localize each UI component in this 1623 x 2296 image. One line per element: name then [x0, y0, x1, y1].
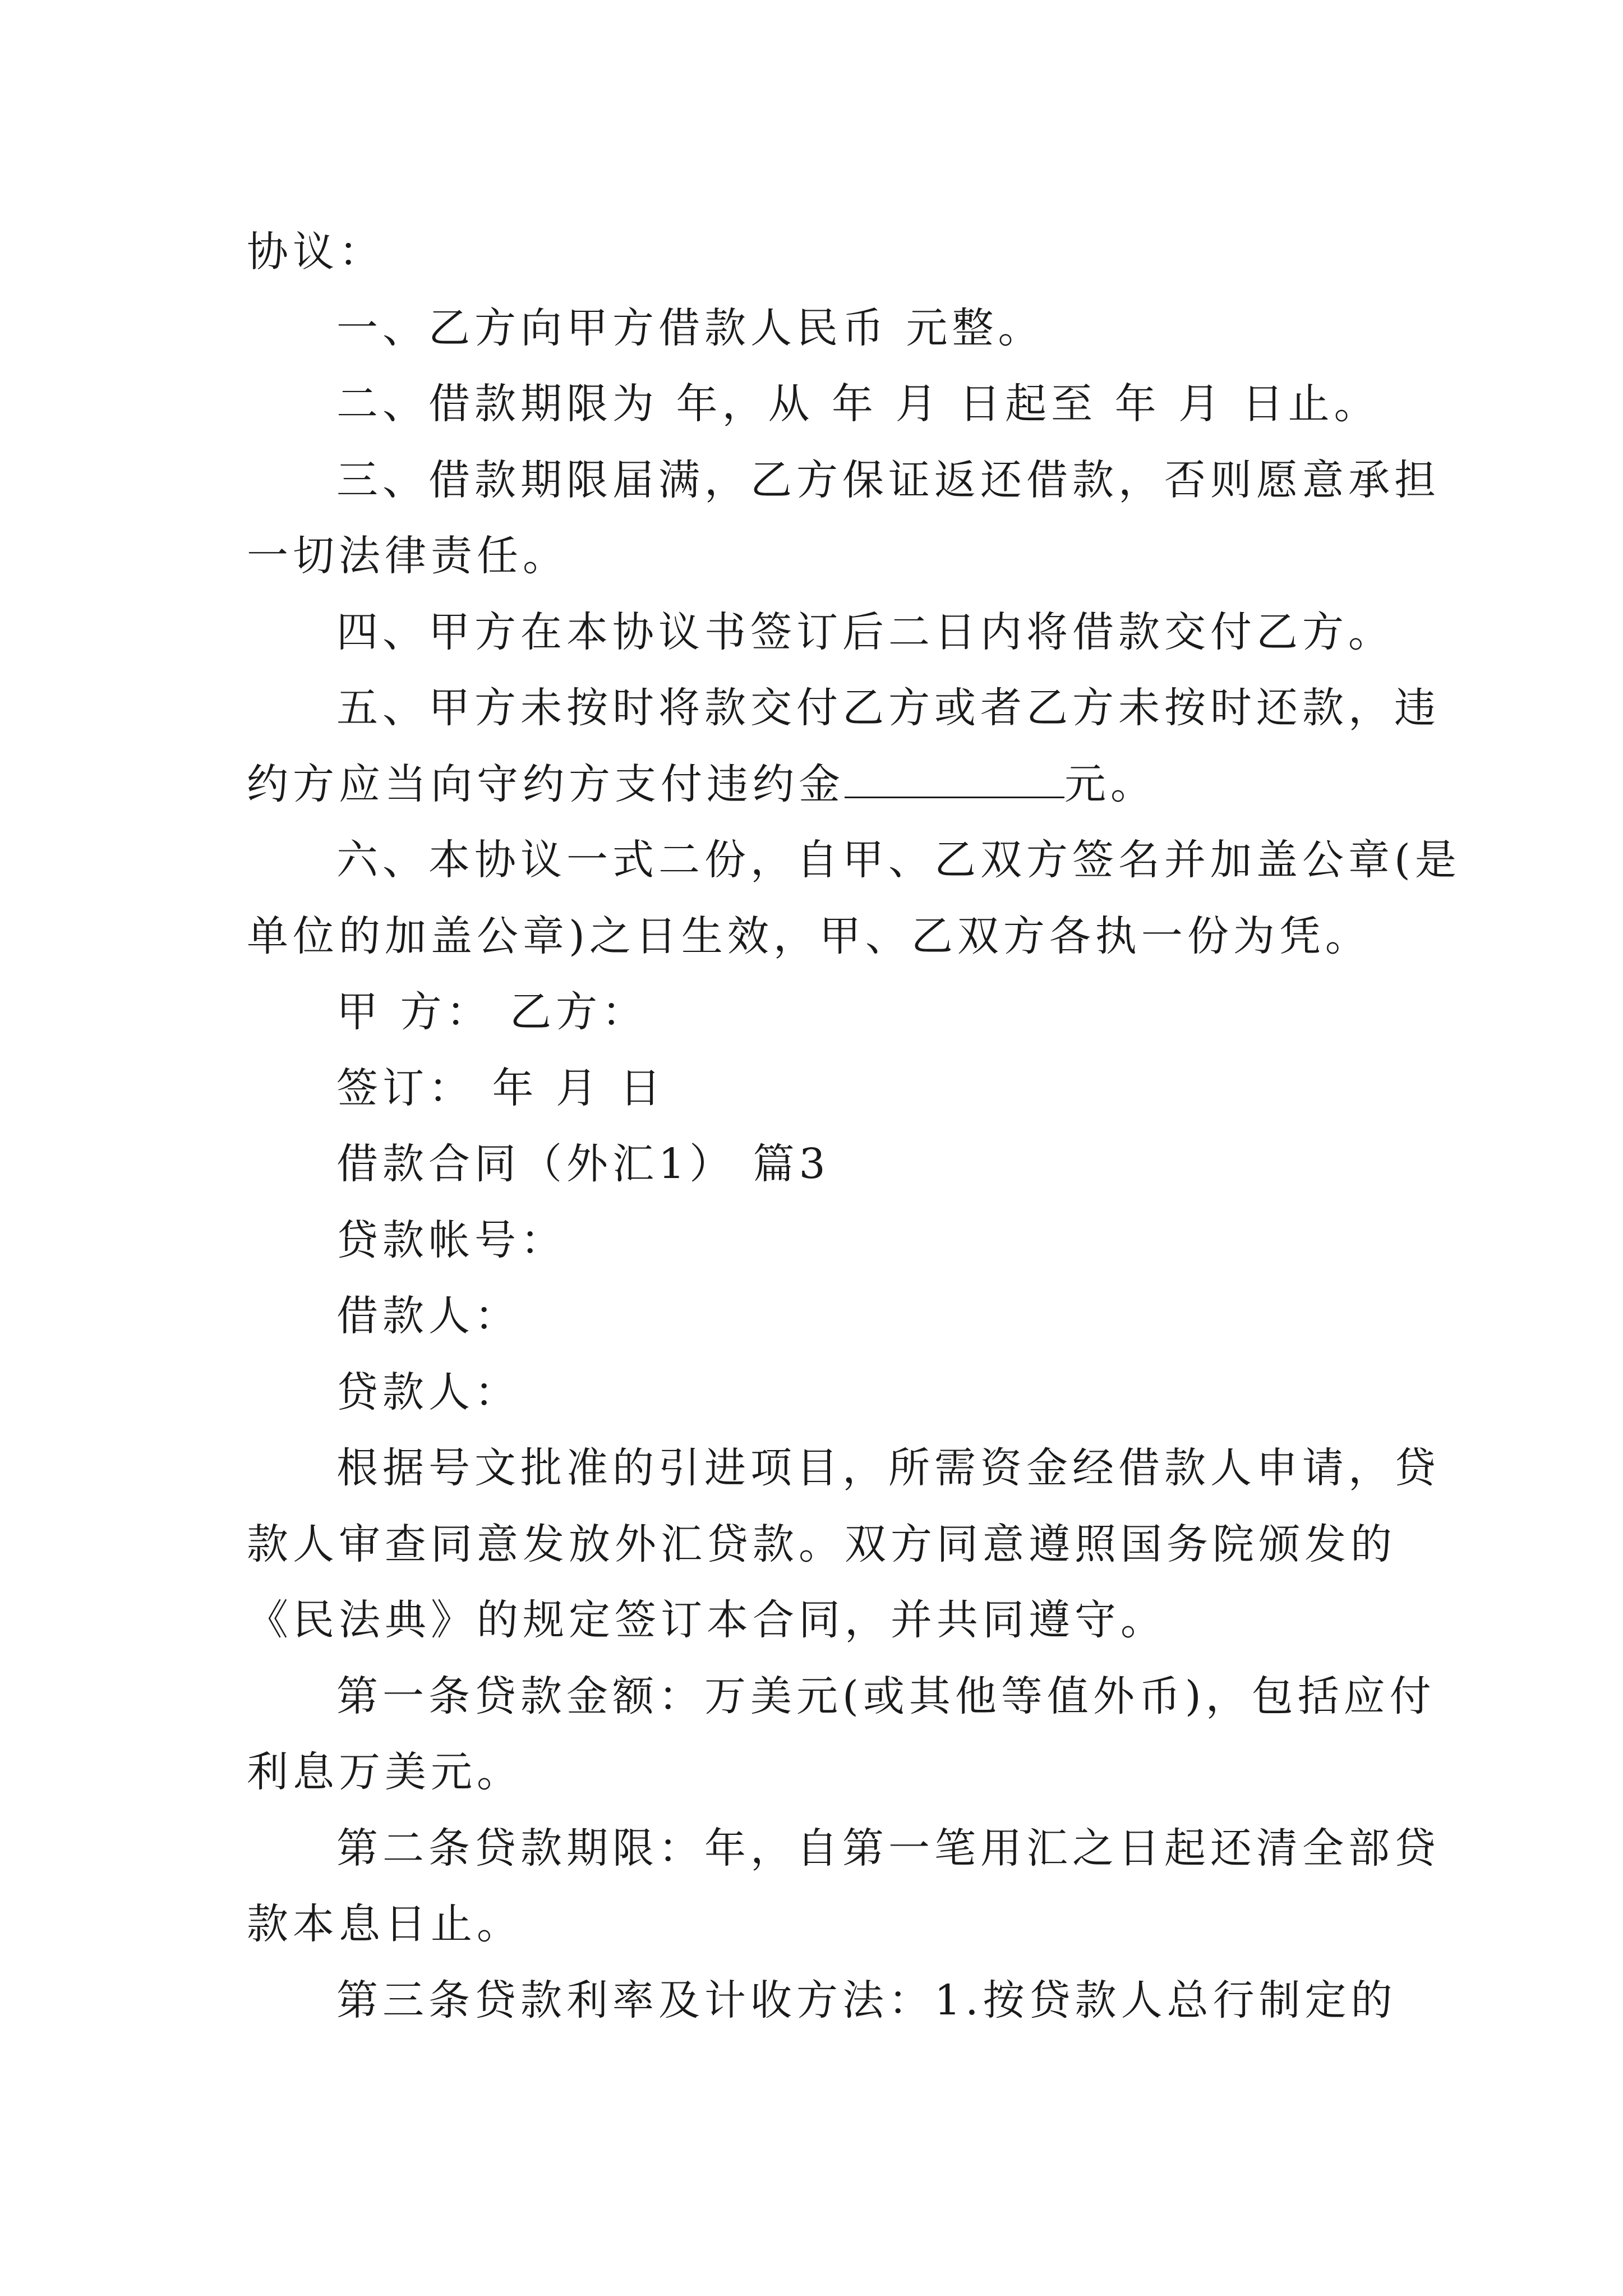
text-line: 《民法典》的规定签订本合同，并共同遵守。	[247, 1596, 1166, 1644]
borrower-line: 借款人：	[336, 1292, 520, 1340]
text-line: 四、甲方在本协议书签订后二日内将借款交付乙方。	[336, 608, 1394, 656]
text-line: 一、乙方向甲方借款人民币 元整。	[336, 303, 1044, 352]
text-line: 一切法律责任。	[247, 532, 569, 580]
text-line: 协议：	[247, 228, 385, 276]
signature-parties-line: 甲 方： 乙方：	[336, 988, 648, 1036]
text-line: 二、借款期限为 年，从 年 月 日起至 年 月 日止。	[336, 380, 1380, 428]
text-line: 三、借款期限届满，乙方保证返还借款，否则愿意承担	[336, 455, 1440, 504]
loan-account-line: 贷款帐号：	[336, 1216, 566, 1264]
lender-line: 贷款人：	[336, 1368, 520, 1416]
section-heading: 借款合同（外汇1） 篇3	[336, 1140, 830, 1188]
text-line: 第一条贷款金额：万美元(或其他等值外币)，包括应付	[336, 1672, 1436, 1720]
text-line: 根据号文批准的引进项目，所需资金经借款人申请，贷	[336, 1444, 1440, 1492]
text-segment: 约方应当向守约方支付违约金	[247, 760, 845, 808]
text-line: 第三条贷款利率及计收方法：1.按贷款人总行制定的	[336, 1976, 1397, 2024]
text-segment: 元。	[1064, 760, 1156, 808]
text-line: 利息万美元。	[247, 1748, 523, 1796]
fill-in-blank	[845, 762, 1064, 798]
text-line: 单位的加盖公章)之日生效，甲、乙双方各执一份为凭。	[247, 912, 1371, 960]
text-line: 款人审查同意发放外汇贷款。双方同意遵照国务院颁发的	[247, 1520, 1396, 1568]
signing-date-line: 签订： 年 月 日	[336, 1064, 666, 1112]
text-line: 款本息日止。	[247, 1900, 523, 1948]
text-line: 五、甲方未按时将款交付乙方或者乙方未按时还款，违	[336, 684, 1440, 732]
text-line-with-blank	[247, 747, 1391, 823]
document-body	[247, 214, 1461, 2039]
text-line: 六、本协议一式二份，自甲、乙双方签名并加盖公章(是	[336, 836, 1461, 884]
text-line: 第二条贷款期限：年，自第一笔用汇之日起还清全部贷	[336, 1824, 1440, 1872]
